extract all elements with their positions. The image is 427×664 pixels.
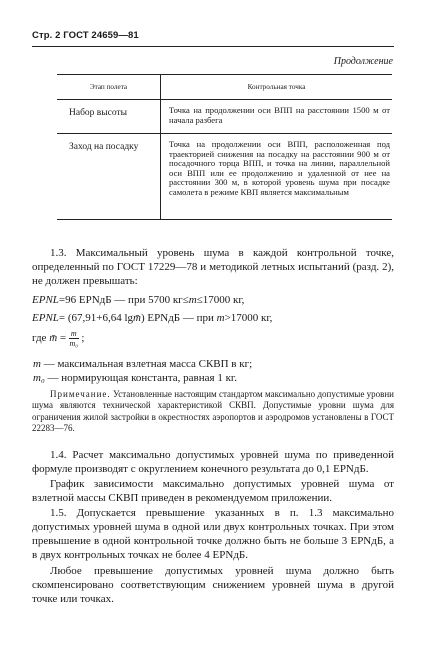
formula-1-le2: ≤ xyxy=(196,294,203,306)
formula-1-text: =96 EPNдБ — при 5700 кг xyxy=(58,294,183,306)
formula-2 xyxy=(32,312,272,324)
formula-1 xyxy=(32,294,244,306)
continuation-label: Продолжение xyxy=(333,56,393,67)
section-1-3: 1.3. Максимальный уровень шума в каждой контрольной точке, определенный по ГОСТ 17229—78 и методикой летных испытаний (разд. 2), не должен превышать: xyxy=(32,247,394,287)
formula-2-gt: >17000 кг, xyxy=(224,312,273,324)
where-eq: = xyxy=(57,332,69,345)
cell-stage: Заход на посадку xyxy=(69,142,139,152)
cell-stage: Набор высоты xyxy=(69,108,128,118)
definition-symbol: m xyxy=(33,358,41,370)
where-prefix: где xyxy=(32,332,50,345)
cell-point: Точка на продолжении оси ВПП, расположенная под траекторией снижения на посадку на расстоянии 900 м от посадочного торца ВПП, и точка на линии, параллельной оси ВПП или ее продолжению и удаленной от нее на расстоянии 300 м, в которой уровень шума при посадке самолета в режиме КВП является максимальным xyxy=(160,134,392,219)
definition-item xyxy=(33,357,252,371)
note-text: Установленные настоящим стандартом максимально допустимые уровни шума являются технической характеристикой СКВП. Допустимые уровни шума для ограничения жилой застройки в окрестностях аэропортов и аэродромов установлены в ГОСТ 22283—76. xyxy=(32,389,394,434)
header-rule xyxy=(32,46,394,47)
formula-2-m: m xyxy=(216,312,225,324)
formula-1-tail: 17000 кг, xyxy=(202,294,245,306)
where-mbar: m̄ xyxy=(49,332,58,345)
control-points-table xyxy=(57,74,392,220)
formula-2-tail: ) EPNдБ — при xyxy=(141,312,217,324)
table-header xyxy=(57,75,392,100)
cell-point: Точка на продолжении оси ВПП на расстоянии 1500 м от начала разбега xyxy=(160,100,392,133)
formula-2-mbar: m̄ xyxy=(133,312,141,324)
formula-1-lhs: EPNL xyxy=(32,294,59,306)
note xyxy=(32,389,394,435)
column-header-stage: Этап полета xyxy=(89,83,128,91)
graph-paragraph: График зависимости максимально допустимых уровней шума от взлетной массы СКВП приведен в рекомендуемом приложении. xyxy=(32,478,394,504)
definition-text: — максимальная взлетная масса СКВП в кг; xyxy=(40,358,253,370)
fraction-numerator: m xyxy=(70,329,77,338)
page-header: Стр. 2 ГОСТ 24659—81 xyxy=(32,30,139,41)
formula-1-le1: ≤ xyxy=(182,294,189,306)
definitions xyxy=(33,357,252,385)
fraction-denominator: m₀ xyxy=(69,339,79,348)
formula-2-lhs: EPNL xyxy=(32,312,59,324)
table-row xyxy=(57,100,392,134)
column-header-point: Контрольная точка xyxy=(160,75,392,99)
section-1-5: 1.5. Допускается превышение указанных в п. 1.3 максимально допустимых уровней шума в одной или двух контрольных точках. При этом превышение в одной контрольной точке должно быть не больше 3 EPNдБ, а в двух контрольных точках не более 4 EPNдБ. xyxy=(32,507,394,561)
table-row xyxy=(57,134,392,219)
final-paragraph: Любое превышение допустимых уровней шума должно быть скомпенсировано соответствующим снижением уровней шума в другой точке или точках. xyxy=(32,565,394,605)
where-suffix: ; xyxy=(78,332,85,345)
definition-item xyxy=(33,371,252,385)
definition-text: — нормирующая константа, равная 1 кг. xyxy=(44,372,237,384)
formula-2-text: = (67,91+6,64 lg xyxy=(58,312,134,324)
where-clause xyxy=(32,329,84,348)
section-1-4: 1.4. Расчет максимально допустимых уровней шума по приведенной формуле производят с округлением конечного результата до 0,1 EPNдБ. xyxy=(32,449,394,475)
definition-symbol: m₀ xyxy=(33,372,45,384)
note-lead: Примечание. xyxy=(50,389,111,399)
mass-fraction xyxy=(69,329,79,348)
formula-1-m: m xyxy=(188,294,197,306)
